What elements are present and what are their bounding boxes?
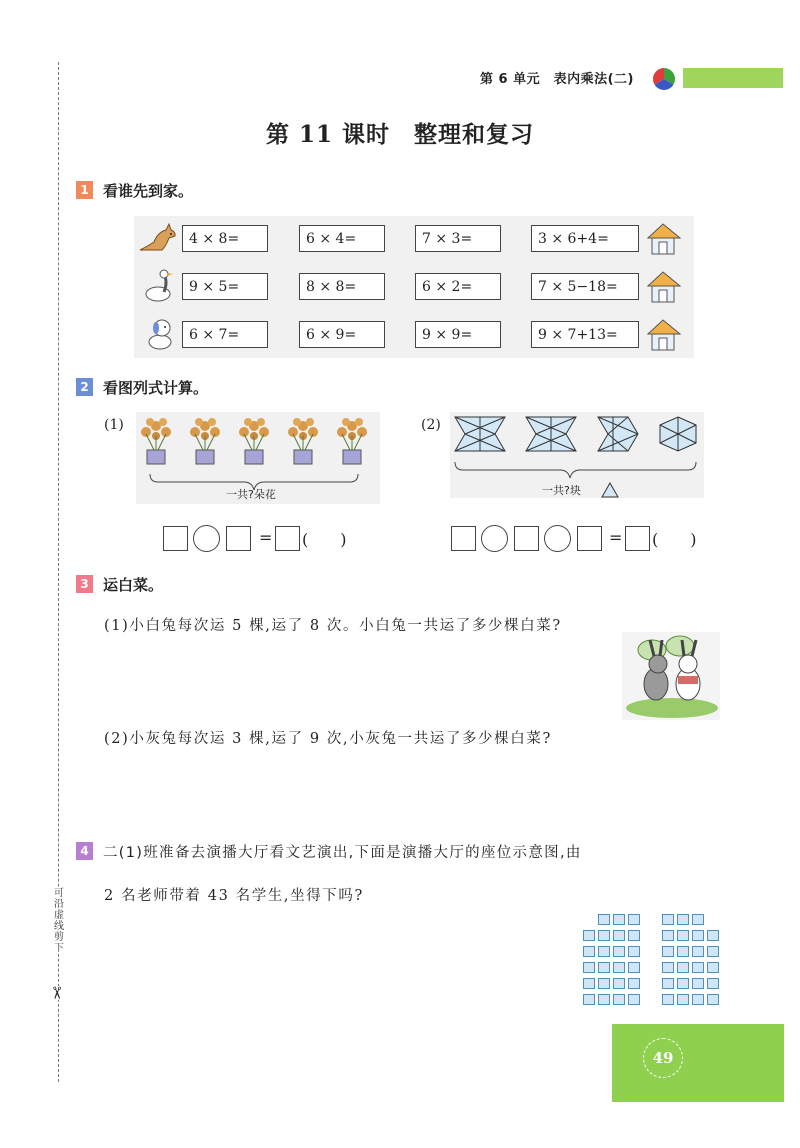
equation-box[interactable]: 6 × 4= [299, 225, 385, 252]
equation-box[interactable]: 9 × 5= [182, 273, 268, 300]
equals-sign: = [259, 528, 273, 547]
question-3-number: 3 [76, 575, 93, 593]
dog-icon [144, 316, 178, 352]
question-1-number: 1 [76, 181, 93, 199]
answer-square[interactable] [163, 526, 188, 551]
scissors-icon: ✂ [46, 985, 67, 1001]
answer-square[interactable] [451, 526, 476, 551]
equation-box[interactable]: 6 × 7= [182, 321, 268, 348]
part-2-label: (2) [421, 417, 441, 433]
equation-box[interactable]: 9 × 9= [415, 321, 501, 348]
operator-circle[interactable] [481, 525, 508, 552]
equation-box[interactable]: 6 × 9= [299, 321, 385, 348]
equation-box[interactable]: 7 × 5−18= [531, 273, 639, 300]
answer-square[interactable] [577, 526, 602, 551]
house-icon [646, 316, 682, 352]
equation-box[interactable]: 7 × 3= [415, 225, 501, 252]
equation-box[interactable]: 3 × 6+4= [531, 225, 639, 252]
operator-circle[interactable] [544, 525, 571, 552]
question-3-part-2: (2)小灰兔每次运 3 棵,运了 9 次,小灰兔一共运了多少棵白菜? [104, 731, 552, 747]
question-4-line-1: 二(1)班准备去演播大厅看文艺演出,下面是演播大厅的座位示意图,由 [103, 845, 582, 861]
equation-box[interactable]: 4 × 8= [182, 225, 268, 252]
rabbits-illustration [622, 632, 720, 720]
seating-chart [582, 910, 722, 1014]
house-icon [646, 220, 682, 256]
cut-hint: 可沿虚线剪下 [54, 888, 64, 954]
page-number: 49 [643, 1038, 683, 1078]
page-title: 第 11 课时 整理和复习 [265, 121, 535, 148]
answer-square[interactable] [275, 526, 300, 551]
question-2-heading: 看图列式计算。 [103, 379, 209, 397]
answer-square[interactable] [625, 526, 650, 551]
equals-sign: = [609, 528, 623, 547]
equation-box[interactable]: 6 × 2= [415, 273, 501, 300]
part-1-label: (1) [104, 417, 124, 433]
kangaroo-icon [136, 222, 180, 256]
flower-caption: 一共?朵花 [226, 488, 276, 501]
triangle-icon [601, 482, 619, 498]
goose-icon [142, 268, 178, 304]
answer-square[interactable] [514, 526, 539, 551]
unit-paren[interactable]: ( ) [652, 530, 697, 549]
question-3-heading: 运白菜。 [103, 576, 164, 594]
equation-box[interactable]: 9 × 7+13= [531, 321, 639, 348]
operator-circle[interactable] [193, 525, 220, 552]
color-ball-icon [653, 68, 675, 90]
question-3-part-1: (1)小白兔每次运 5 棵,运了 8 次。小白兔一共运了多少棵白菜? [104, 618, 562, 634]
page-footer-block [612, 1024, 784, 1102]
question-4-line-2: 2 名老师带着 43 名学生,坐得下吗? [104, 888, 364, 904]
unit-header: 第 6 单元 表内乘法(二) [480, 72, 634, 87]
question-4-number: 4 [76, 842, 93, 860]
question-2-number: 2 [76, 378, 93, 396]
shape-caption: 一共?块 [542, 484, 581, 497]
header-bar [683, 68, 783, 88]
house-icon [646, 268, 682, 304]
question-1-heading: 看谁先到家。 [103, 182, 194, 200]
unit-paren[interactable]: ( ) [302, 530, 347, 549]
equation-box[interactable]: 8 × 8= [299, 273, 385, 300]
answer-square[interactable] [226, 526, 251, 551]
